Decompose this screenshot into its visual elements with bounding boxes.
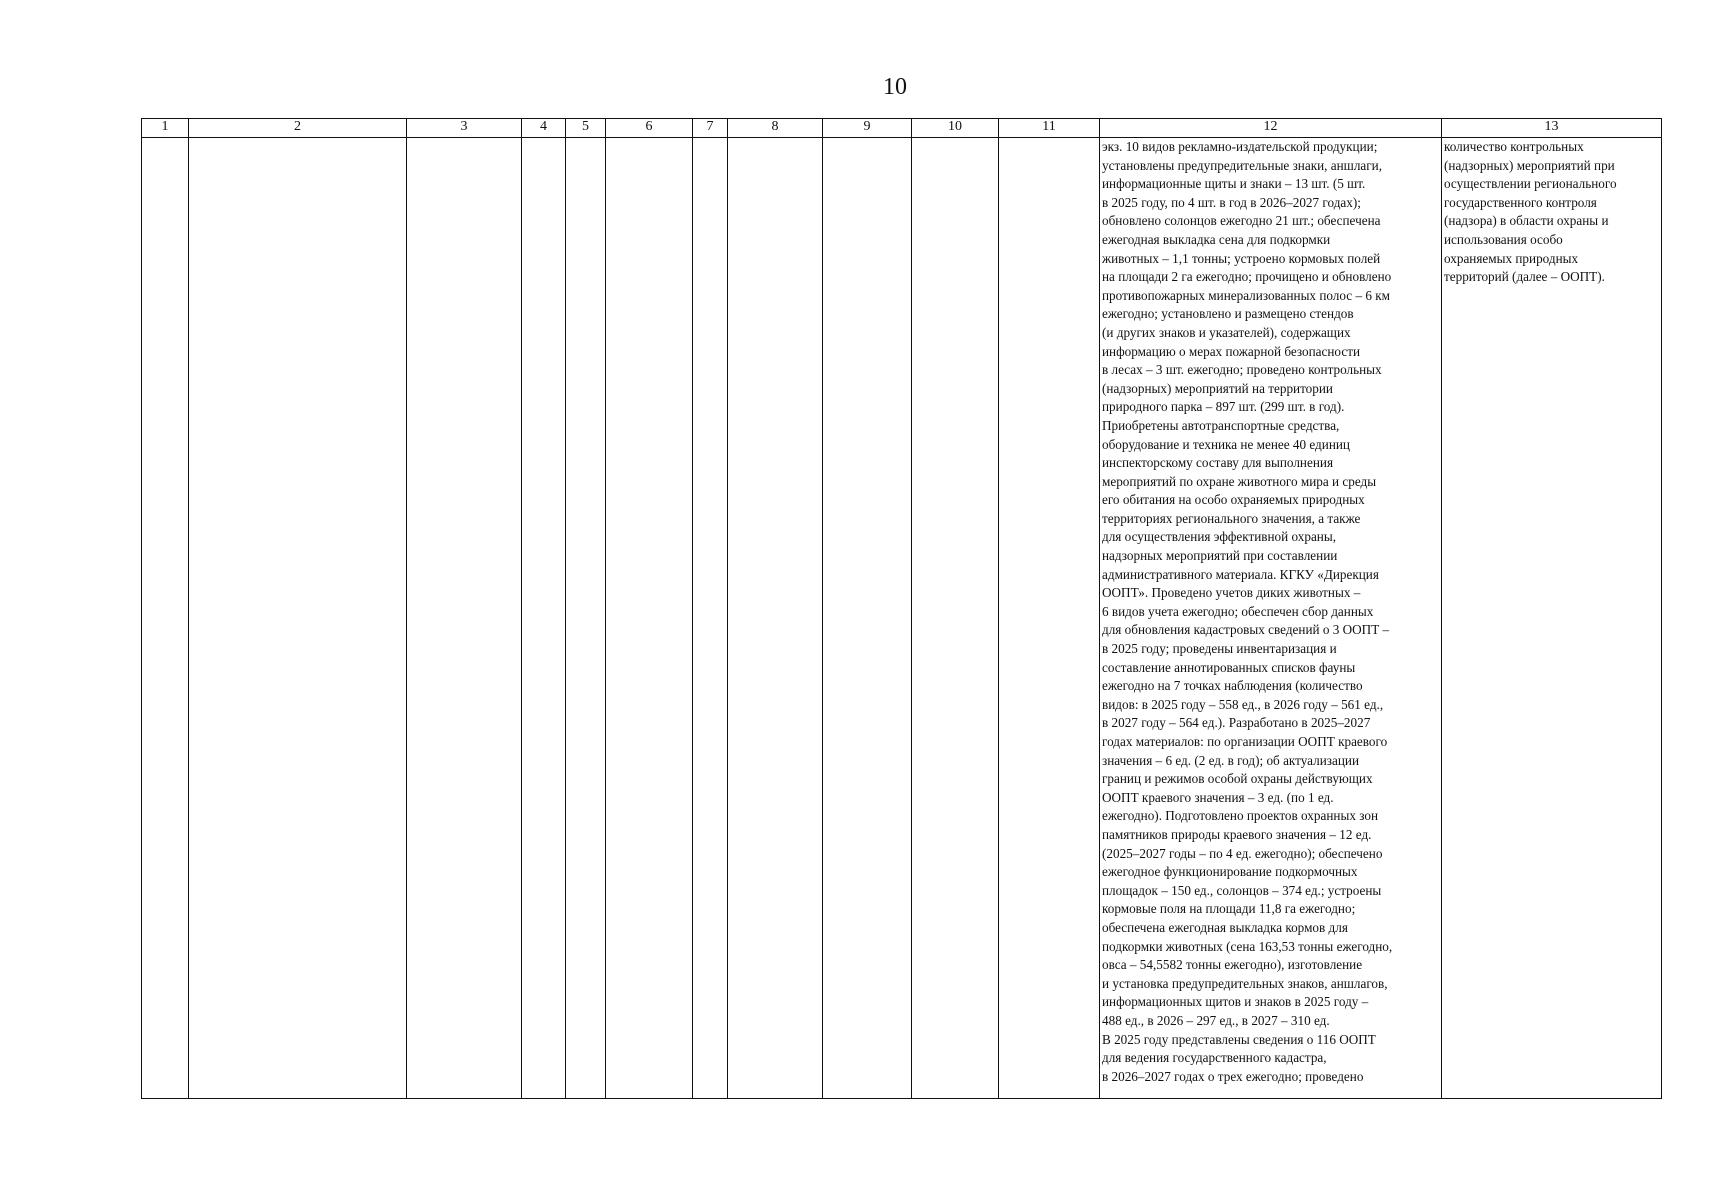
column-header: 11 <box>999 119 1100 138</box>
text-line: в лесах – 3 шт. ежегодно; проведено контрольных <box>1102 362 1382 378</box>
text-line: его обитания на особо охраняемых природных <box>1102 492 1365 508</box>
text-line: памятников природы краевого значения – 12 ед. <box>1102 826 1372 842</box>
text-line: (надзорных) мероприятий при <box>1444 157 1615 173</box>
column-header: 2 <box>189 119 407 138</box>
text-line: (2025–2027 годы – по 4 ед. ежегодно); обеспечено <box>1102 845 1383 861</box>
text-line: овса – 54,5582 тонны ежегодно), изготовление <box>1102 957 1363 973</box>
text-line: установлены предупредительные знаки, аншлаги, <box>1102 157 1383 173</box>
text-line: обеспечена ежегодная выкладка кормов для <box>1102 919 1348 935</box>
text-line: экз. 10 видов рекламно-издательской продукции; <box>1102 139 1378 154</box>
text-line: значения – 6 ед. (2 ед. в год); об актуализации <box>1102 752 1359 768</box>
text-line: животных – 1,1 тонны; устроено кормовых полей <box>1102 250 1381 266</box>
text-line: для осуществления эффективной охраны, <box>1102 529 1337 545</box>
column-header: 5 <box>566 119 606 138</box>
text-line: границ и режимов особой охраны действующих <box>1102 771 1373 787</box>
column-header: 4 <box>522 119 566 138</box>
text-line: использования особо <box>1444 231 1563 247</box>
header-row <box>142 119 1662 138</box>
table-cell <box>142 138 189 1099</box>
text-line: кормовые поля на площади 11,8 га ежегодно; <box>1102 901 1356 917</box>
text-line: подкормки животных (сена 163,53 тонны ежегодно, <box>1102 938 1393 954</box>
text-line: природного парка – 897 шт. (299 шт. в год). <box>1102 399 1345 415</box>
text-line: информацию о мерах пожарной безопасности <box>1102 343 1361 359</box>
text-line: количество контрольных <box>1444 139 1584 154</box>
text-line: в 2025 году, по 4 шт. в год в 2026–2027 годах); <box>1102 194 1361 210</box>
data-table <box>141 118 1662 1099</box>
col13-text <box>1442 138 1661 287</box>
column-header: 6 <box>606 119 693 138</box>
text-line: В 2025 году представлены сведения о 116 ООПТ <box>1102 1031 1376 1047</box>
column-header: 10 <box>912 119 999 138</box>
page-number: 10 <box>883 74 907 100</box>
text-line: мероприятий по охране животного мира и среды <box>1102 473 1377 489</box>
text-line: (и других знаков и указателей), содержащих <box>1102 324 1351 340</box>
text-line: в 2025 году; проведены инвентаризация и <box>1102 641 1337 657</box>
table-cell <box>728 138 823 1099</box>
text-line: для обновления кадастровых сведений о 3 ООПТ – <box>1102 622 1390 638</box>
text-line: информационных щитов и знаков в 2025 году – <box>1102 994 1369 1010</box>
text-line: охраняемых природных <box>1444 250 1579 266</box>
text-line: (надзора) в области охраны и <box>1444 213 1609 229</box>
text-line: на площади 2 га ежегодно; прочищено и обновлено <box>1102 269 1392 285</box>
text-line: площадок – 150 ед., солонцов – 374 ед.; устроены <box>1102 882 1382 898</box>
table-cell <box>189 138 407 1099</box>
text-line: инспекторскому составу для выполнения <box>1102 455 1334 471</box>
text-line: противопожарных минерализованных полос – 6 км <box>1102 287 1390 303</box>
table-cell <box>912 138 999 1099</box>
table-cell-col-12 <box>1100 138 1442 1099</box>
text-line: видов: в 2025 году – 558 ед., в 2026 году – 561 ед., <box>1102 696 1384 712</box>
text-line: составление аннотированных списков фауны <box>1102 659 1356 675</box>
table-cell <box>693 138 728 1099</box>
text-line: ежегодно на 7 точках наблюдения (количество <box>1102 678 1363 694</box>
text-line: территориях регионального значения, а также <box>1102 510 1361 526</box>
column-header: 9 <box>823 119 912 138</box>
text-line: 6 видов учета ежегодно; обеспечен сбор данных <box>1102 603 1374 619</box>
text-line: административного материала. КГКУ «Дирекция <box>1102 566 1379 582</box>
text-line: ежегодная выкладка сена для подкормки <box>1102 231 1331 247</box>
text-line: в 2027 году – 564 ед.). Разработано в 2025–2027 <box>1102 715 1371 731</box>
column-header: 1 <box>142 119 189 138</box>
text-line: в 2026–2027 годах о трех ежегодно; проведено <box>1102 1068 1364 1084</box>
table-cell <box>522 138 566 1099</box>
text-line: надзорных мероприятий при составлении <box>1102 548 1338 564</box>
column-header: 8 <box>728 119 823 138</box>
text-line: ООПТ». Проведено учетов диких животных – <box>1102 585 1361 601</box>
text-line: 488 ед., в 2026 – 297 ед., в 2027 – 310 ед. <box>1102 1012 1330 1028</box>
text-line: территорий (далее – ООПТ). <box>1444 269 1605 285</box>
text-line: годах материалов: по организации ООПТ краевого <box>1102 734 1388 749</box>
text-line: ООПТ краевого значения – 3 ед. (по 1 ед. <box>1102 789 1334 805</box>
column-header: 13 <box>1442 119 1662 138</box>
text-line: обновлено солонцов ежегодно 21 шт.; обеспечена <box>1102 213 1381 229</box>
text-line: ежегодно; установлено и размещено стендов <box>1102 306 1354 322</box>
column-header: 7 <box>693 119 728 138</box>
text-line: Приобретены автотранспортные средства, <box>1102 417 1340 433</box>
column-header: 3 <box>407 119 522 138</box>
text-line: для ведения государственного кадастра, <box>1102 1050 1327 1066</box>
table-cell-col-13 <box>1442 138 1662 1099</box>
text-line: информационные щиты и знаки – 13 шт. (5 шт. <box>1102 176 1366 192</box>
text-line: ежегодно). Подготовлено проектов охранных зон <box>1102 808 1379 824</box>
table-cell <box>606 138 693 1099</box>
table-cell <box>999 138 1100 1099</box>
table-cell <box>823 138 912 1099</box>
table-row <box>142 138 1662 1099</box>
text-line: осуществлении регионального <box>1444 176 1617 192</box>
col12-text <box>1100 138 1441 1086</box>
table-cell <box>566 138 606 1099</box>
text-line: государственного контроля <box>1444 194 1597 210</box>
text-line: (надзорных) мероприятий на территории <box>1102 380 1333 396</box>
text-line: оборудование и техника не менее 40 единиц <box>1102 436 1350 452</box>
text-line: и установка предупредительных знаков, аншлагов, <box>1102 975 1388 991</box>
column-header: 12 <box>1100 119 1442 138</box>
table-cell <box>407 138 522 1099</box>
text-line: ежегодное функционирование подкормочных <box>1102 864 1358 880</box>
